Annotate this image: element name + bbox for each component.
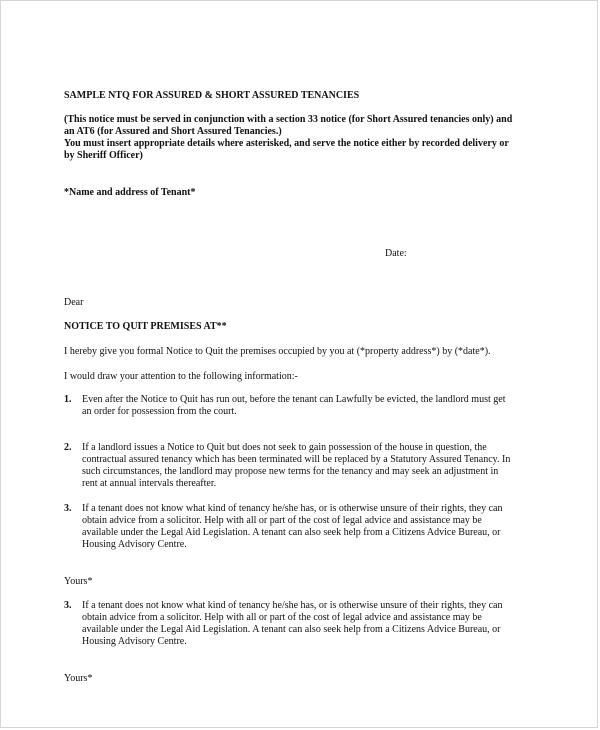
sign-off: Yours*	[64, 673, 93, 684]
notice-title: NOTICE TO QUIT PREMISES AT**	[64, 321, 227, 332]
list-item-text	[82, 503, 542, 551]
salutation: Dear	[64, 297, 84, 308]
list-item-number: 1.	[64, 394, 72, 405]
list-item	[64, 600, 542, 648]
list-item-number: 2.	[64, 442, 72, 453]
tenant-name-address-label: *Name and address of Tenant*	[64, 187, 196, 198]
list-item	[64, 503, 542, 551]
list-item-line: rent at annual intervals thereafter.	[82, 478, 217, 489]
list-item-line: such circumstances, the landlord may propose new terms for the tenancy and may seek an adjustment in	[82, 466, 499, 477]
intro-line: You must insert appropriate details where asterisked, and serve the notice either by recorded delivery or	[64, 138, 509, 149]
list-item-number: 3.	[64, 600, 72, 611]
list-item-line: available under the Legal Aid Legislation. A tenant can also seek help from a Citizens Advice Bureau, or	[82, 527, 501, 538]
list-item-line: Housing Advisory Centre.	[82, 539, 187, 550]
notice-paragraph: I hereby give you formal Notice to Quit the premises occupied by you at (*property address*) by (*date*).	[64, 346, 491, 357]
list-item	[64, 442, 542, 490]
list-item-text	[82, 394, 542, 418]
list-item-line: If a landlord issues a Notice to Quit but does not seek to gain possession of the house in question, the	[82, 442, 487, 453]
list-item-line: If a tenant does not know what kind of tenancy he/she has, or is otherwise unsure of their rights, they can	[82, 503, 503, 514]
list-item-text	[82, 600, 542, 648]
list-item-line: Even after the Notice to Quit has run out, before the tenant can Lawfully be evicted, the landlord must get	[82, 394, 506, 405]
list-item-line: contractual assured tenancy which has been terminated will be replaced by a Statutory Assured Tenancy. In	[82, 454, 511, 465]
document-heading: SAMPLE NTQ FOR ASSURED & SHORT ASSURED TENANCIES	[64, 90, 360, 101]
list-item-line: obtain advice from a solicitor. Help with all or part of the cost of legal advice and assistance may be	[82, 515, 482, 526]
sign-off: Yours*	[64, 576, 93, 587]
list-item-line: an order for possession from the court.	[82, 406, 237, 417]
intro-line: an AT6 (for Assured and Short Assured Tenancies.)	[64, 126, 282, 137]
list-item-line: obtain advice from a solicitor. Help with all or part of the cost of legal advice and assistance may be	[82, 612, 482, 623]
date-label: Date:	[385, 248, 407, 259]
intro-line: (This notice must be served in conjunction with a section 33 notice (for Short Assured tenancies only) and	[64, 114, 513, 125]
list-item-line: available under the Legal Aid Legislation. A tenant can also seek help from a Citizens Advice Bureau, or	[82, 624, 501, 635]
information-intro-paragraph: I would draw your attention to the following information:-	[64, 371, 298, 382]
list-item	[64, 394, 542, 418]
intro-line: by Sheriff Officer)	[64, 150, 143, 161]
list-item-text	[82, 442, 542, 490]
intro-instructions	[64, 114, 544, 162]
list-item-number: 3.	[64, 503, 72, 514]
list-item-line: Housing Advisory Centre.	[82, 636, 187, 647]
list-item-line: If a tenant does not know what kind of tenancy he/she has, or is otherwise unsure of their rights, they can	[82, 600, 503, 611]
